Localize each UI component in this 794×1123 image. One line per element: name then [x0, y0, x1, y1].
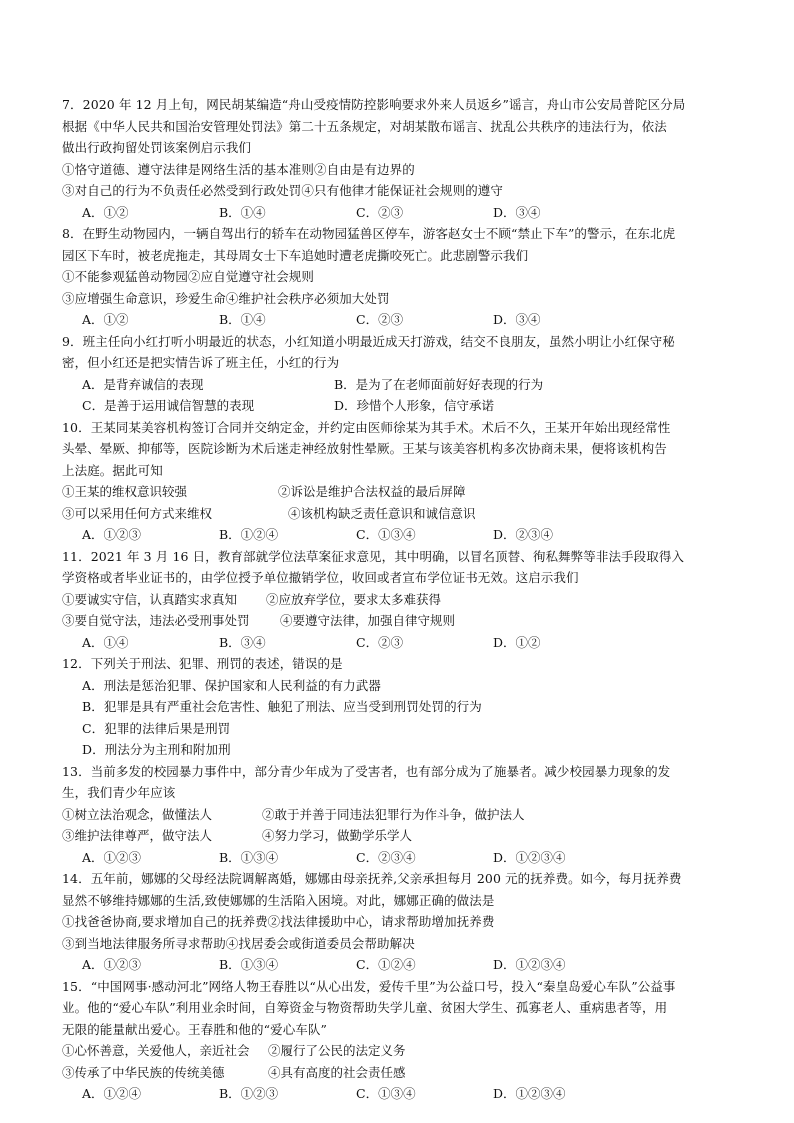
statement-3: ③要自觉守法，违法必受刑事处罚: [62, 613, 250, 628]
question-13-line: 生，我们青少年应该: [62, 785, 176, 800]
question-11-line: 学资格或者毕业证书的，由学位授予单位撤销学位，收回或者宣布学位证书无效。这启示我们: [62, 570, 579, 585]
question-10-options: [62, 524, 738, 546]
question-8-line: 8．在野生动物园内，一辆自驾出行的轿车在动物园猛兽区停车，游客赵女士不顾“禁止下车”的警示，在东北虎: [62, 226, 676, 241]
option-b[interactable]: B．①④: [219, 312, 266, 327]
option-b[interactable]: B．①②③: [219, 1086, 279, 1101]
question-8-line: 园区下车时，被老虎拖走，其母周女士下车追她时遭老虎撕咬死亡。此悲剧警示我们: [62, 247, 529, 263]
option-b[interactable]: B．①③④: [219, 957, 279, 972]
question-11-options: [62, 632, 738, 654]
question-10-line: 头晕、晕厥、抑郁等，医院诊断为术后迷走神经放射性晕厥。王某与该美容机构多次协商未果，便将该机构告: [62, 441, 667, 456]
option-c[interactable]: C．是善于运用诚信智慧的表现: [82, 398, 255, 413]
option-b[interactable]: B．①④: [219, 204, 266, 220]
option-d[interactable]: D．刑法分为主刑和附加刑: [82, 742, 231, 757]
option-d[interactable]: D．③④: [493, 204, 541, 220]
option-d[interactable]: D．③④: [493, 312, 541, 327]
question-10-statements-row-1: [62, 481, 738, 503]
question-7-line: 做出行政拘留处罚该案例启示我们: [62, 140, 252, 155]
question-14-options: [62, 954, 738, 976]
option-d[interactable]: D．珍惜个人形象，信守承诺: [334, 398, 495, 413]
statement-2: ②敢于并善于同违法犯罪行为作斗争，做护法人: [262, 806, 525, 822]
statement-4: ④要遵守法律，加强自律守规则: [280, 613, 456, 628]
question-7-statement: ①恪守道德、遵守法律是网络生活的基本准则②自由是有边界的: [62, 161, 415, 177]
question-14-line: 14．五年前，娜娜的父母经法院调解离婚，娜娜由母亲抚养,父亲承担每月 200 元的抚养费。如今，每月抚养费: [62, 871, 682, 886]
option-d[interactable]: D．①②③④: [493, 957, 566, 972]
question-15-options: [62, 1083, 738, 1105]
option-a[interactable]: A．刑法是惩治犯罪、保护国家和人民利益的有力武器: [82, 677, 381, 693]
statement-4: ④努力学习，做勤学乐学人: [262, 828, 413, 843]
question-7-line: 根据《中华人民共和国治安管理处罚法》第二十五条规定，对胡某散布谣言、扰乱公共秩序的违法行为，依法: [62, 118, 667, 134]
question-8-options: [62, 309, 738, 331]
statement-1: ①要诚实守信，认真踏实求真知: [62, 591, 238, 607]
option-c[interactable]: C．①③④: [356, 1086, 416, 1101]
statement-3: ③传承了中华民族的传统美德: [62, 1064, 225, 1080]
option-c[interactable]: C．①②④: [356, 957, 416, 972]
question-9: [62, 331, 738, 417]
statement-4: ④该机构缺乏责任意识和诚信意识: [288, 505, 476, 521]
option-c[interactable]: C．②③④: [356, 849, 416, 865]
option-b[interactable]: B．犯罪是具有严重社会危害性、触犯了刑法、应当受到刑罚处罚的行为: [82, 699, 482, 714]
question-13-statements-row-2: [62, 825, 738, 847]
option-c[interactable]: C．②③: [356, 634, 404, 650]
question-14-statement: ①找爸爸协商,要求增加自己的抚养费②找法律援助中心，请求帮助增加抚养费: [62, 914, 495, 929]
question-14: [62, 868, 738, 976]
question-7-statement: ③对自己的行为不负责任必然受到行政处罚④只有他律才能保证社会规则的遵守: [62, 183, 504, 198]
statement-2: ②履行了公民的法定义务: [268, 1043, 406, 1058]
option-a[interactable]: A．是背弃诚信的表现: [82, 376, 204, 392]
question-7-options: [62, 202, 738, 224]
option-a[interactable]: A．①②: [82, 204, 129, 220]
question-10-statements-row-2: [62, 503, 738, 525]
question-8: [62, 223, 738, 331]
option-a[interactable]: A．①②③: [82, 849, 142, 865]
statement-2: ②诉讼是维护合法权益的最后屏障: [278, 484, 466, 499]
statement-2: ②应放弃学位，要求太多难获得: [266, 591, 442, 607]
option-c[interactable]: C．犯罪的法律后果是刑罚: [82, 720, 231, 736]
option-a[interactable]: A．①②③: [82, 527, 142, 542]
question-10-line: 10．王某同某美容机构签订合同并交纳定金，并约定由医师徐某为其手术。术后不久，王某开年始出现经常性: [62, 419, 671, 435]
question-11-statements-row-1: [62, 589, 738, 611]
option-d[interactable]: D．①②: [493, 634, 541, 650]
question-11-statements-row-2: [62, 610, 738, 632]
statement-1: ①树立法治观念，做懂法人: [62, 806, 213, 822]
question-9-line: 9．班主任向小红打听小明最近的状态，小红知道小明最近成天打游戏，结交不良朋友，虽然小明让小红保守秘: [62, 333, 675, 349]
question-8-statement: ①不能参观猛兽动物园②应自觉遵守社会规则: [62, 269, 315, 284]
option-a[interactable]: A．①②: [82, 312, 129, 327]
statement-3: ③可以采用任何方式来维权: [62, 505, 213, 521]
question-15-statements-row-2: [62, 1062, 738, 1084]
question-15-statements-row-1: [62, 1040, 738, 1062]
option-b[interactable]: B．是为了在老师面前好好表现的行为: [334, 376, 544, 392]
option-a[interactable]: A．①②④: [82, 1086, 142, 1101]
question-8-statement: ③应增强生命意识，珍爱生命④维护社会秩序必须加大处罚: [62, 290, 390, 306]
option-a[interactable]: A．①④: [82, 634, 129, 650]
question-13-options: [62, 847, 738, 869]
option-d[interactable]: D．②③④: [493, 527, 554, 542]
option-a[interactable]: A．①②③: [82, 957, 142, 972]
question-15-line: 15．“中国网事·感动河北”网络人物王春胜以“从心出发，爱传千里”为公益口号，投入“秦皇岛爱心车队”公益事: [62, 978, 676, 994]
question-13-line: 13．当前多发的校园暴力事件中，部分青少年成为了受害者，也有部分成为了施暴者。减少校园暴力现象的发: [62, 763, 671, 779]
question-10: [62, 417, 738, 546]
question-13: [62, 761, 738, 869]
option-b[interactable]: B．①③④: [219, 849, 279, 865]
question-9-options-row-2: [62, 395, 738, 417]
question-11: [62, 546, 738, 654]
option-c[interactable]: C．①③④: [356, 527, 416, 542]
option-c[interactable]: C．②③: [356, 204, 404, 220]
statement-3: ③维护法律尊严，做守法人: [62, 828, 213, 843]
question-15-line: 无限的能量献出爱心。王春胜和他的“爱心车队”: [62, 1021, 327, 1037]
question-12: [62, 653, 738, 761]
option-b[interactable]: B．③④: [219, 634, 266, 650]
question-7-line: 7．2020 年 12 月上旬，网民胡某编造“舟山受疫情防控影响要求外来人员返乡”谣言，舟山市公安局普陀区分局: [62, 97, 686, 112]
option-c[interactable]: C．②③: [356, 312, 404, 327]
question-15: [62, 976, 738, 1105]
option-d[interactable]: D．①②③④: [493, 849, 566, 865]
statement-4: ④具有高度的社会责任感: [268, 1064, 406, 1080]
question-11-line: 11．2021 年 3 月 16 日，教育部就学位法草案征求意见，其中明确，以冒名顶替、徇私舞弊等非法手段取得入: [62, 548, 685, 564]
statement-1: ①心怀善意，关爱他人，亲近社会: [62, 1043, 250, 1058]
question-13-statements-row-1: [62, 804, 738, 826]
statement-1: ①王某的维权意识较强: [62, 484, 188, 499]
question-7: [62, 94, 738, 223]
question-9-options-row-1: [62, 374, 738, 396]
question-10-line: 上法庭。据此可知: [62, 462, 163, 478]
question-15-line: 业。他的“爱心车队”利用业余时间，自筹资金与物资帮助失学儿童、贫困大学生、孤寡老人、重病患者等，用: [62, 1000, 668, 1015]
option-b[interactable]: B．①②④: [219, 527, 279, 542]
question-14-statement: ③到当地法律服务所寻求帮助④找居委会或街道委员会帮助解决: [62, 935, 415, 951]
exam-page: [62, 94, 738, 1105]
question-9-line: 密，但小红还是把实情告诉了班主任，小红的行为: [62, 355, 340, 370]
question-14-line: 显然不够维持娜娜的生活,致使娜娜的生活陷入困境。对此，娜娜正确的做法是: [62, 892, 495, 908]
option-d[interactable]: D．①②③④: [493, 1086, 566, 1101]
question-12-line: 12．下列关于刑法、犯罪、刑罚的表述，错误的是: [62, 656, 343, 671]
